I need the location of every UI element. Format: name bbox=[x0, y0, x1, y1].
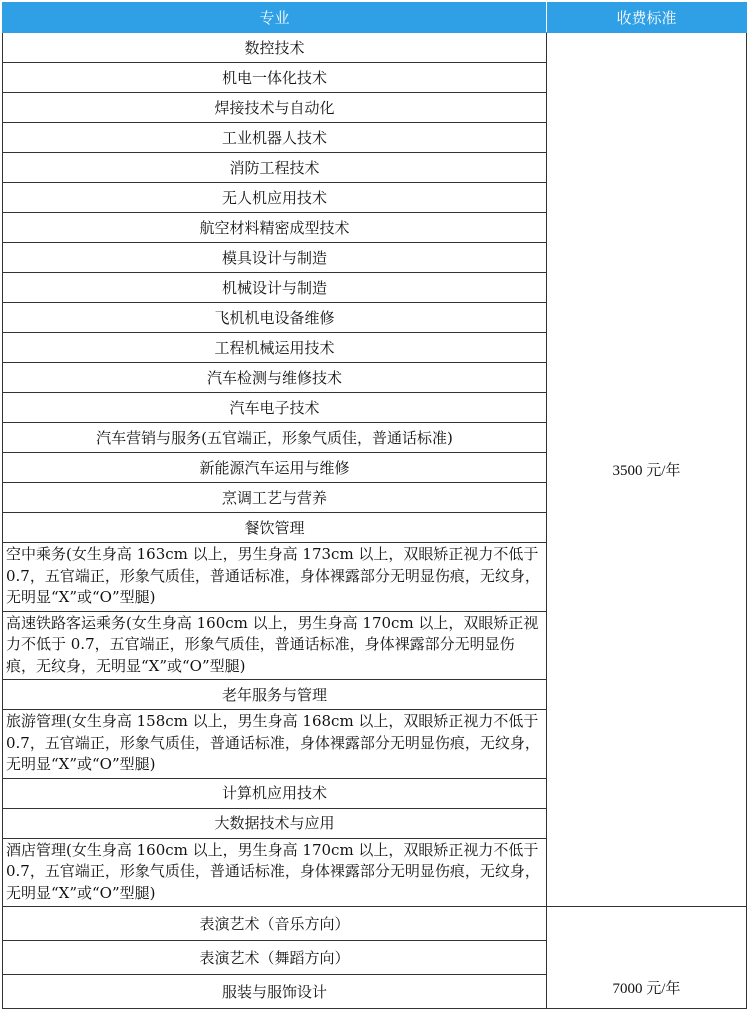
major-cell: 老年服务与管理 bbox=[3, 680, 547, 710]
major-cell-with-requirements: 空中乘务(女生身高 163cm 以上，男生身高 173cm 以上，双眼矫正视力不低于 0.7，五官端正，形象气质佳，普通话标准，身体裸露部分无明显伤痕，无纹身，无明显“X”或“O”型腿) bbox=[3, 543, 547, 612]
header-row bbox=[3, 3, 747, 33]
major-cell: 模具设计与制造 bbox=[3, 243, 547, 273]
major-cell: 汽车电子技术 bbox=[3, 393, 547, 423]
major-cell: 消防工程技术 bbox=[3, 153, 547, 183]
major-cell: 烹调工艺与营养 bbox=[3, 483, 547, 513]
major-cell: 数控技术 bbox=[3, 33, 547, 63]
major-cell: 焊接技术与自动化 bbox=[3, 93, 547, 123]
major-cell: 工业机器人技术 bbox=[3, 123, 547, 153]
major-cell: 飞机机电设备维修 bbox=[3, 303, 547, 333]
header-fee: 收费标准 bbox=[547, 3, 747, 33]
major-cell: 表演艺术（音乐方向） bbox=[3, 907, 547, 941]
fee-cell-3500: 3500 元/年 bbox=[547, 33, 747, 907]
fee-cell-7000: 7000 元/年 bbox=[547, 907, 747, 1009]
major-cell: 新能源汽车运用与维修 bbox=[3, 453, 547, 483]
major-cell-with-requirements: 酒店管理(女生身高 160cm 以上，男生身高 170cm 以上，双眼矫正视力不低于 0.7，五官端正，形象气质佳，普通话标准，身体裸露部分无明显伤痕，无纹身，无明显“X”或“O”型腿) bbox=[3, 838, 547, 907]
major-cell: 大数据技术与应用 bbox=[3, 808, 547, 838]
major-cell: 机械设计与制造 bbox=[3, 273, 547, 303]
table-row bbox=[3, 33, 747, 63]
major-cell: 工程机械运用技术 bbox=[3, 333, 547, 363]
major-cell: 航空材料精密成型技术 bbox=[3, 213, 547, 243]
major-cell: 汽车营销与服务(五官端正，形象气质佳，普通话标准) bbox=[3, 423, 547, 453]
major-cell-with-requirements: 旅游管理(女生身高 158cm 以上，男生身高 168cm 以上，双眼矫正视力不低于 0.7，五官端正，形象气质佳，普通话标准，身体裸露部分无明显伤痕，无纹身，无明显“X”或“O”型腿) bbox=[3, 710, 547, 779]
major-cell-with-requirements: 高速铁路客运乘务(女生身高 160cm 以上，男生身高 170cm 以上，双眼矫正视力不低于 0.7，五官端正，形象气质佳，普通话标准，身体裸露部分无明显伤痕，无纹身，无明显“X”或“O”型腿) bbox=[3, 611, 547, 680]
major-cell: 表演艺术（舞蹈方向） bbox=[3, 941, 547, 975]
major-cell: 汽车检测与维修技术 bbox=[3, 363, 547, 393]
major-cell: 机电一体化技术 bbox=[3, 63, 547, 93]
major-cell: 无人机应用技术 bbox=[3, 183, 547, 213]
major-cell: 餐饮管理 bbox=[3, 513, 547, 543]
major-cell: 服装与服饰设计 bbox=[3, 975, 547, 1009]
table-row bbox=[3, 907, 747, 941]
fee-table bbox=[2, 2, 747, 1009]
header-major: 专业 bbox=[3, 3, 547, 33]
major-cell: 计算机应用技术 bbox=[3, 778, 547, 808]
